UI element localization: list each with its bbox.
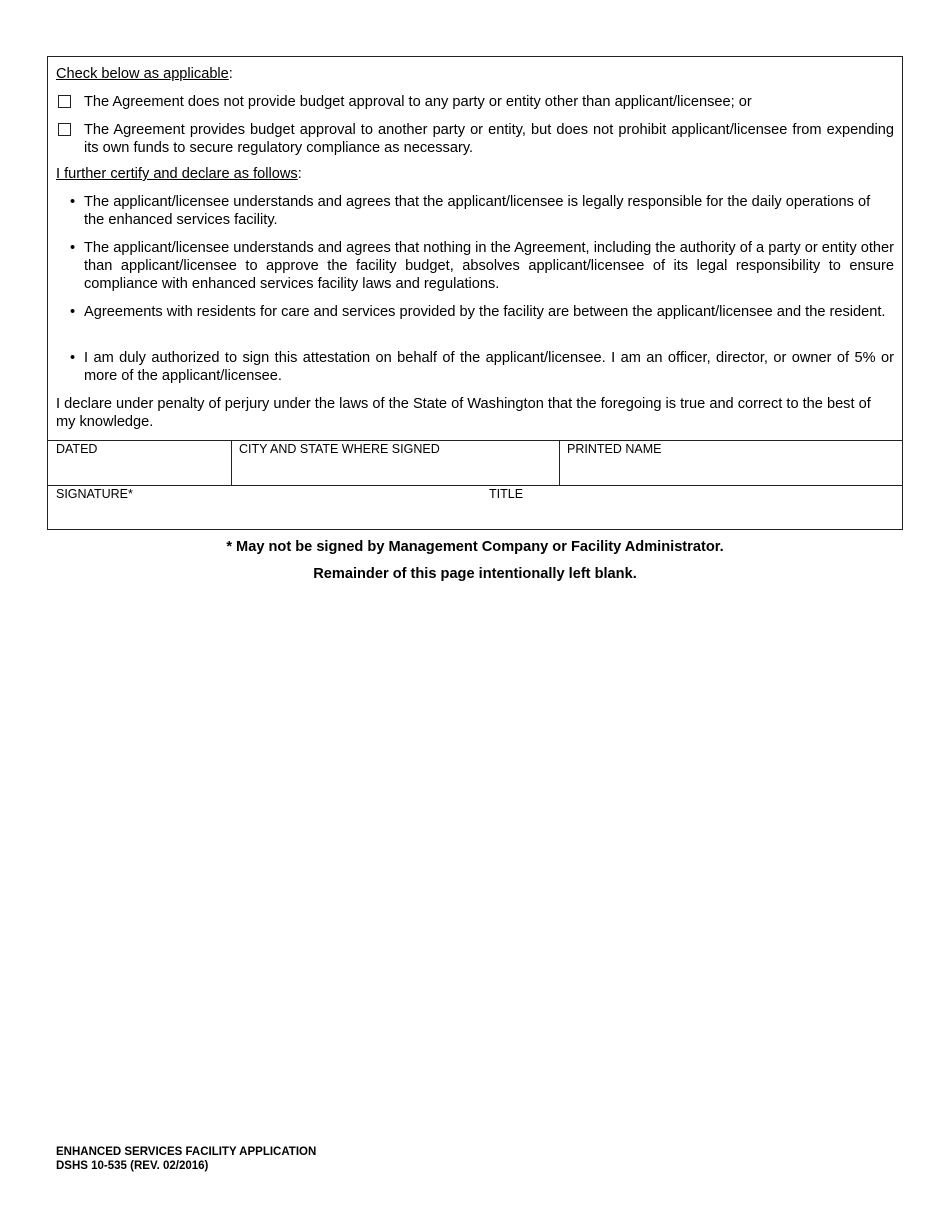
- blank-page-note: Remainder of this page intentionally left blank.: [313, 566, 637, 582]
- checkbox-label: The Agreement provides budget approval to another party or entity, but does not prohibit applicant/licensee from expending its own funds to secure regulatory compliance as necessary.: [84, 122, 894, 156]
- bullet-text: The applicant/licensee understands and agrees that nothing in the Agreement, including the authority of a party or entity other than applicant/licensee to approve the facility budget, absolves applicant/licensee of its legal responsibility to ensure compliance with enhanced services facility laws and regulations.: [84, 240, 894, 292]
- check-heading-line: [56, 65, 894, 83]
- bullet-text: I am duly authorized to sign this attestation on behalf of the applicant/licensee. I am an officer, director, or owner of 5% or more of the applicant/licensee.: [84, 350, 894, 384]
- heading-colon: :: [297, 166, 302, 182]
- footer-form-title: ENHANCED SERVICES FACILITY APPLICATION: [56, 1146, 317, 1158]
- bullet-icon: •: [70, 304, 76, 320]
- bullet-item: [56, 239, 894, 293]
- bullet-item: [56, 349, 894, 385]
- bullet-item: [56, 193, 894, 229]
- check-heading: Check below as applicable: [56, 66, 229, 82]
- certify-heading: I further certify and declare as follows: [56, 166, 298, 182]
- certify-heading-line: [56, 165, 894, 183]
- checkbox[interactable]: [58, 123, 71, 136]
- city-state-field[interactable]: CITY AND STATE WHERE SIGNED: [239, 442, 440, 456]
- table-divider: [48, 440, 902, 441]
- bullet-icon: •: [70, 240, 76, 256]
- bullet-icon: •: [70, 194, 76, 210]
- footer-form-number: DSHS 10-535 (REV. 02/2016): [56, 1160, 209, 1172]
- checkbox-label: The Agreement does not provide budget approval to any party or entity other than applicant/licensee; or: [84, 94, 752, 110]
- signature-field[interactable]: SIGNATURE*: [56, 487, 133, 501]
- bullet-item: [56, 303, 894, 321]
- bullet-text: Agreements with residents for care and services provided by the facility are between the applicant/licensee and the resident.: [84, 304, 886, 320]
- declaration: I declare under penalty of perjury under the laws of the State of Washington that the foregoing is true and correct to the best of my knowledge.: [56, 396, 871, 430]
- checkbox[interactable]: [58, 95, 71, 108]
- bullet-text: The applicant/licensee understands and agrees that the applicant/licensee is legally responsible for the daily operations of the enhanced services facility.: [84, 194, 871, 228]
- dated-field[interactable]: DATED: [56, 442, 98, 456]
- printed-name-field[interactable]: PRINTED NAME: [567, 442, 662, 456]
- heading-colon: :: [228, 66, 233, 82]
- bullet-icon: •: [70, 350, 76, 366]
- attestation-form: [47, 56, 903, 530]
- checkbox-option-2[interactable]: [56, 121, 894, 157]
- table-column-divider: [231, 440, 232, 485]
- table-divider: [48, 485, 902, 486]
- checkbox-option-1[interactable]: [56, 93, 894, 111]
- title-field[interactable]: TITLE: [489, 487, 524, 501]
- table-column-divider: [559, 440, 560, 485]
- signature-restriction-note: * May not be signed by Management Company or Facility Administrator.: [226, 539, 724, 555]
